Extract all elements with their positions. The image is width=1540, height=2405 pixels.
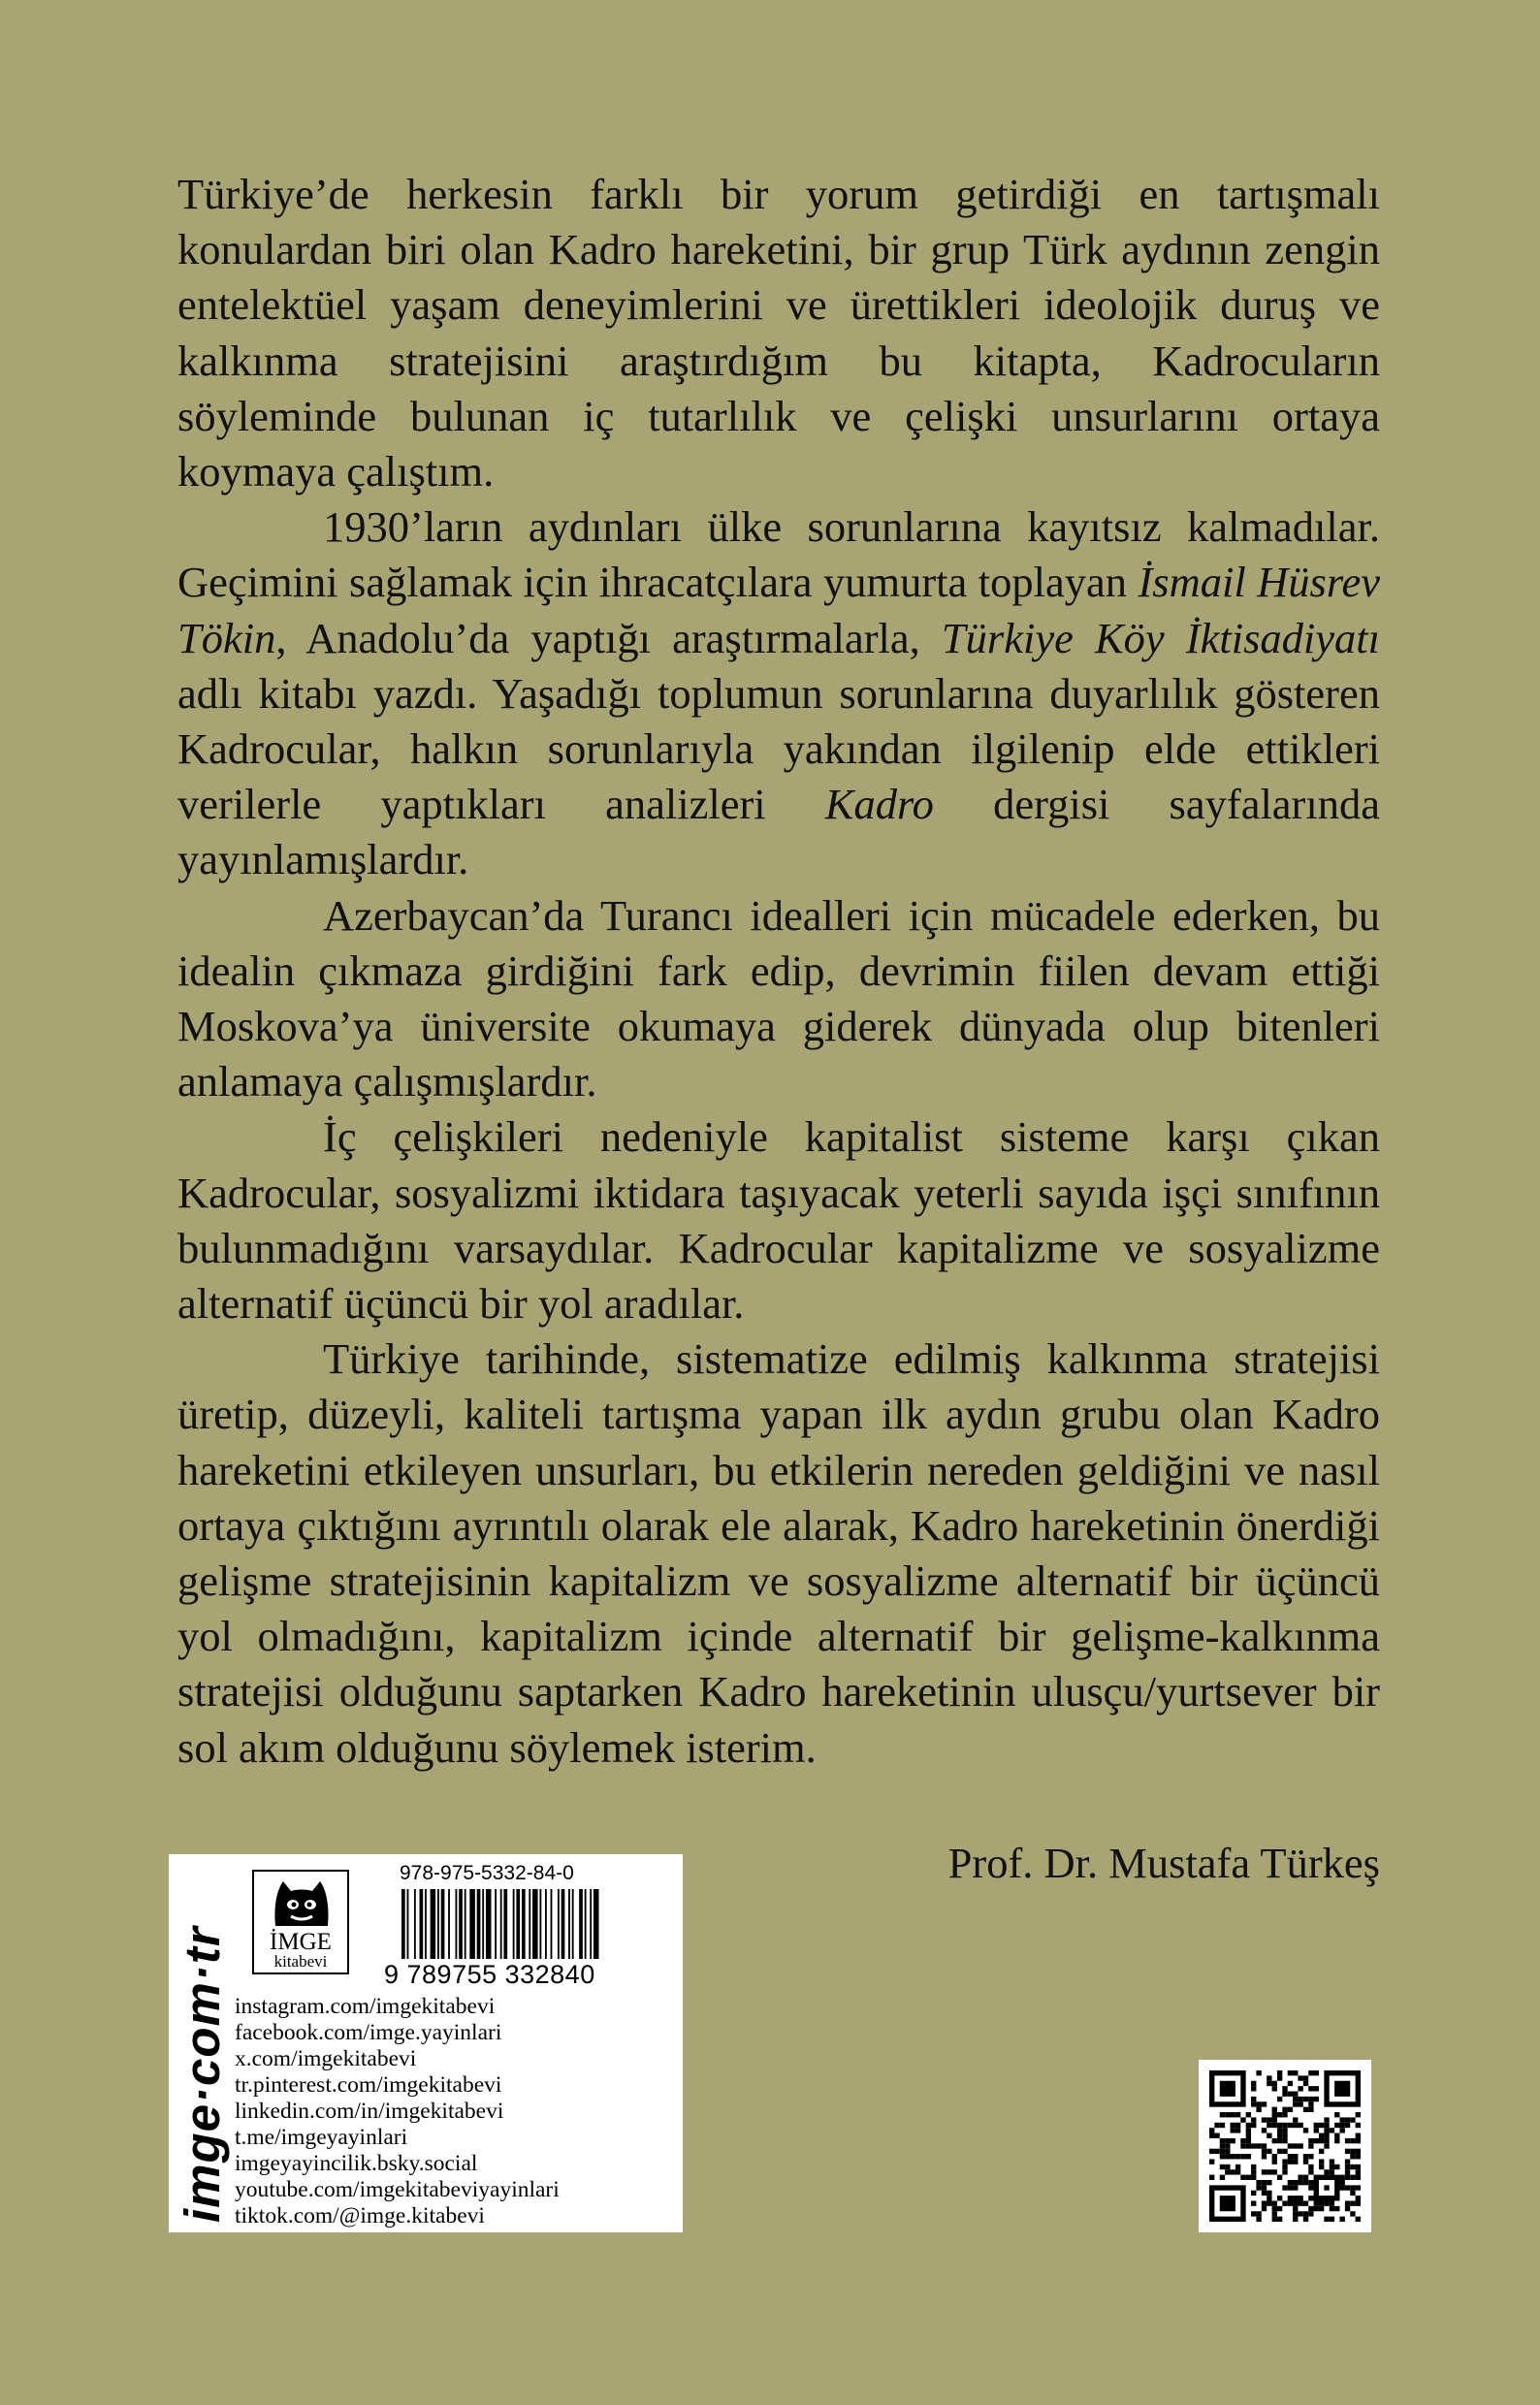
barcode-icon xyxy=(398,1889,669,1961)
social-link[interactable]: facebook.com/imge.yayinlari xyxy=(235,2020,502,2045)
social-link[interactable]: instagram.com/imgekitabevi xyxy=(235,1994,496,2019)
author-signature: Prof. Dr. Mustafa Türkeş xyxy=(947,1839,1380,1887)
paragraph-2-text-b: , Anadolu’da yaptığı araştırmalarla, xyxy=(275,613,942,662)
book-title-reference: Türkiye Köy İktisadiyatı xyxy=(941,613,1380,662)
paragraph-2-text-c: adlı kitabı yazdı. Yaşadığı toplumun sorunlarına duyarlılık gösteren Kadrocular, halkın sorunlarıyla yakından ilgilenip elde ettikleri verilerle yaptıkları analizleri xyxy=(177,668,1380,829)
social-link[interactable]: x.com/imgekitabevi xyxy=(235,2046,417,2071)
paragraph-2-text-a: 1930’ların aydınları ülke sorunlarına kayıtsız kalmadılar. Geçimini sağlamak için ihracatçılara yumurta toplayan xyxy=(177,502,1380,607)
cat-logo-icon xyxy=(268,1876,336,1930)
paragraph-5: Türkiye tarihinde, sistematize edilmiş kalkınma stratejisi üretip, düzeyli, kaliteli tartışma yapan ilk aydın grubu olan Kadro hareketini etkileyen unsurları, bu etkilerin nereden geldiğini ve nasıl ortaya çıktığını ayrıntılı olarak ele alarak, Kadro hareketinin önerdiği gelişme stratejisinin kapitalizm ve sosyalizme alternatif bir üçüncü yol olmadığını, kapitalizm içinde alternatif bir gelişme-kalkınma stratejisi olduğunu saptarken Kadro hareketinin ulusçu/yurtsever bir sol akım olduğunu söylemek isterim. xyxy=(177,1334,1380,1772)
paragraph-1: Türkiye’de herkesin farklı bir yorum getirdiği en tartışmalı konulardan biri olan Kadro hareketini, bir grup Türk aydının zengin entelektüel yaşam deneyimlerini ve ürettikleri ideolojik duruş ve kalkınma stratejisini araştırdığım bu kitapta, Kadrocuların söyleminde bulunan iç tutarlılık ve çelişki unsurlarını ortaya koymaya çalıştım. xyxy=(177,170,1380,497)
social-link[interactable]: t.me/imgeyayinlari xyxy=(235,2125,408,2150)
journal-name: Kadro xyxy=(824,780,934,829)
barcode-digits: 9 789755 332840 xyxy=(384,1960,595,1989)
paragraph-2 xyxy=(177,499,1380,887)
social-link[interactable]: youtube.com/imgekitabeviyayinlari xyxy=(235,2177,560,2202)
isbn-number: 978-975-5332-84-0 xyxy=(400,1862,574,1884)
qr-code-icon xyxy=(1209,2070,1361,2222)
logo-word: İMGE xyxy=(270,1929,332,1955)
social-link[interactable]: tr.pinterest.com/imgekitabevi xyxy=(235,2072,502,2098)
paragraph-4: İç çelişkileri nedeniyle kapitalist sisteme karşı çıkan Kadrocular, sosyalizmi iktidara taşıyacak yeterli sayıda işçi sınıfının bulunmadığını varsaydılar. Kadrocular kapitalizme ve sosyalizme alternatif üçüncü bir yol aradılar. xyxy=(177,1112,1380,1329)
paragraph-3: Azerbaycan’da Turancı idealleri için mücadele ederken, bu idealin çıkmaza girdiğini fark edip, devrimin fiilen devam ettiği Moskova’ya üniversite okumaya giderek dünyada olup bitenleri anlamaya çalışmışlardır. xyxy=(177,890,1380,1106)
social-links-list xyxy=(235,1994,560,2229)
social-link[interactable]: tiktok.com/@imge.kitabevi xyxy=(235,2203,485,2229)
logo-subtitle: kitabevi xyxy=(273,1952,328,1971)
qr-code[interactable] xyxy=(1199,2060,1371,2232)
social-link[interactable]: imgeyayincilik.bsky.social xyxy=(235,2151,478,2176)
paragraph-2-text-d: dergisi sayfalarında yayınlamışlardır. xyxy=(177,780,1380,884)
book-author-name: İsmail Hüsrev Tökin xyxy=(177,558,1381,662)
back-cover-blurb xyxy=(177,167,1380,1776)
publisher-website[interactable]: imge·com·tr xyxy=(175,1926,230,2223)
social-link[interactable]: linkedin.com/in/imgekitabevi xyxy=(235,2099,504,2124)
publisher-logo xyxy=(252,1870,349,1974)
publisher-info-box xyxy=(169,1854,683,2232)
